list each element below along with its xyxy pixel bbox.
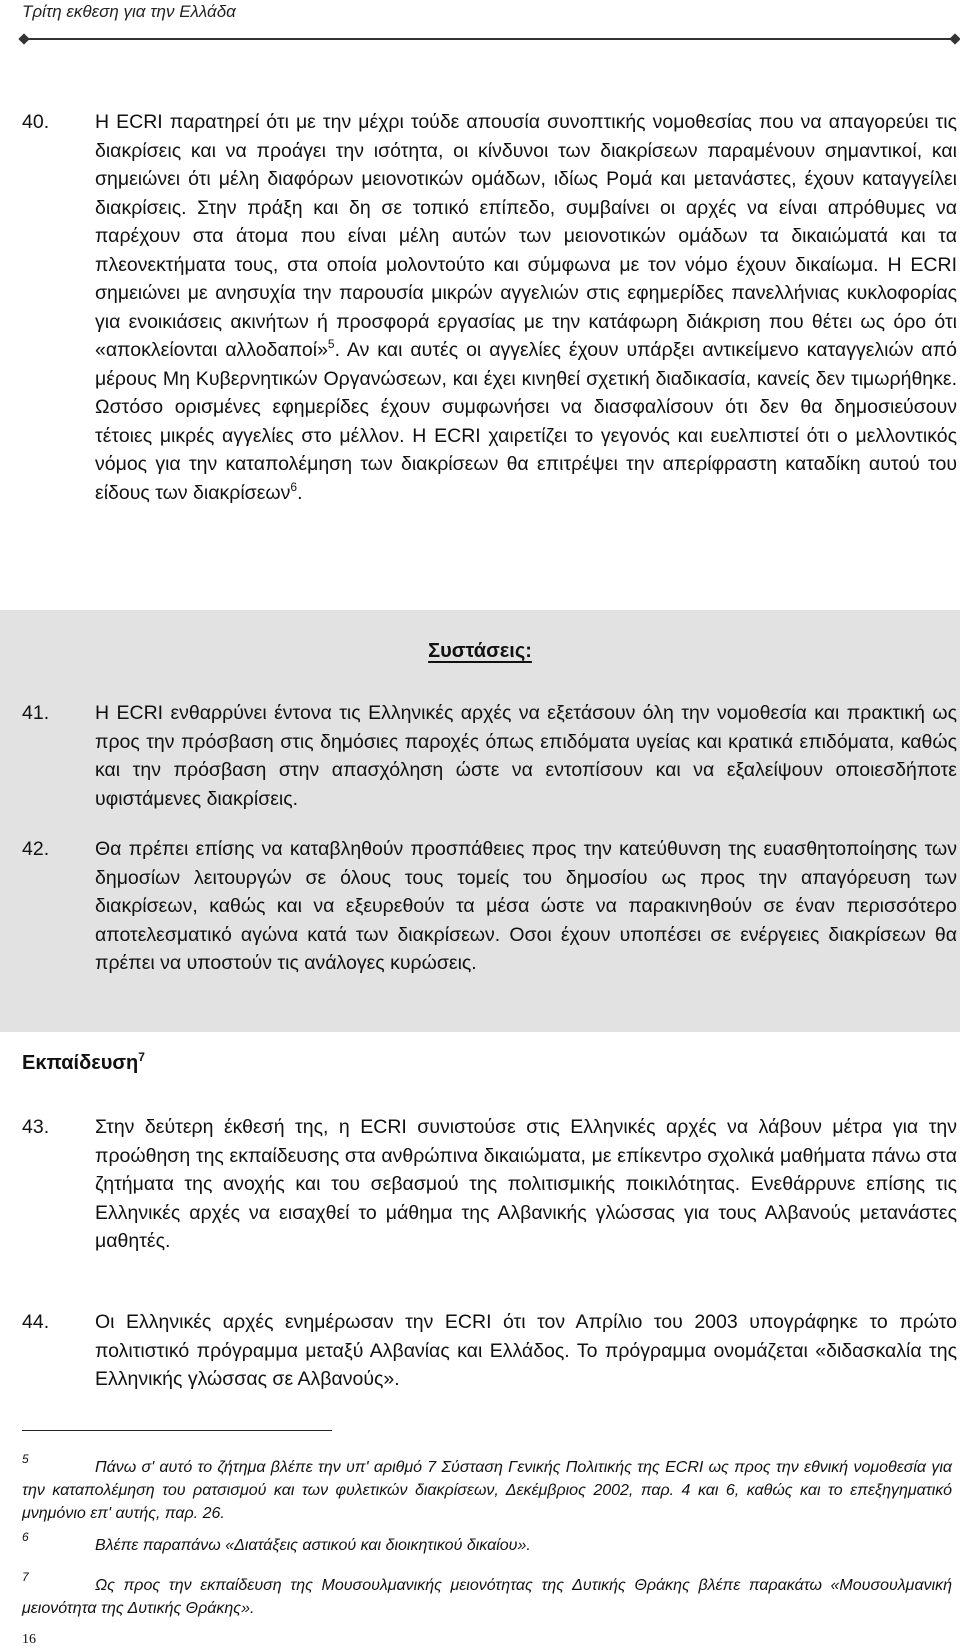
paragraph-42 [22, 835, 957, 978]
footnote-text: Πάνω σ' αυτό το ζήτημα βλέπε την υπ' αριθμό 7 Σύσταση Γενικής Πολιτικής της ECRI ως προς την εθνική νομοθεσία για την καταπολέμηση του ρατσισμού και των φυλετικών διακρίσεων, Δεκέμβριος 2002, παρ. 4 και 6, καθώς και το επεξηγηματικό μνημόνιο επ' αυτής, παρ. 26. [22, 1459, 952, 1522]
paragraph-body: Στην δεύτερη έκθεσή της, η ECRI συνιστούσε στις Ελληνικές αρχές να λάβουν μέτρα για την προώθηση της εκπαίδευσης στα ανθρώπινα δικαιώματα, με επίκεντρο σχολικά μαθήματα πάνω στα ζητήματα της ανοχής και του σεβασμού της πολιτισμικής ποικιλότητας. Ενεθάρρυνε επίσης τις Ελληνικές αρχές να εισαχθεί το μάθημα της Αλβανικής γλώσσας για τους Αλβανούς μετανάστες μαθητές. [95, 1116, 957, 1252]
header-rule [22, 38, 957, 40]
paragraph-body: Θα πρέπει επίσης να καταβληθούν προσπάθειες προς την κατεύθυνση της ευασθητοποίησης των δημοσίων λειτουργών σε όλους τους τομείς του δημοσίου ως προς την απαγόρευση των διακρίσεων, καθώς και να εξευρεθούν τα μέσα ώστε να παρακινηθούν σε έναν περισσότερο αποτελεσματικό αγώνα κατά των διακρίσεων. Οσοι έχουν υποπέσει σε ενέργειες διακρίσεων θα πρέπει να υποστούν τις ανάλογες κυρώσεις. [95, 838, 957, 974]
footnote-ref[interactable]: 6 [290, 479, 298, 494]
paragraph-text: . Αν και αυτές οι αγγελίες έχουν υπάρξει αντικείμενο καταγγελιών από μέρους Μη Κυβερνητικών Οργανώσεων, και έχει κινηθεί σχετική διαδικασία, κανείς δεν τιμωρήθηκε. Ωστόσο ορισμένες εφημερίδες έχουν συμφωνήσει να διασφαλίσουν ότι δεν θα δημοσιεύσουν τέτοιες μικρές αγγελίες στο μέλλον. Η ECRI χαιρετίζει το γεγονός και ευελπιστεί ότι ο μελλοντικός νόμος για την καταπολέμηση των διακρίσεων θα επιτρέψει την απερίφραστη καταδίκη αυτού του είδους των διακρίσεων [95, 339, 957, 504]
paragraph-body: Η ECRI ενθαρρύνει έντονα τις Ελληνικές αρχές να εξετάσουν όλη την νομοθεσία και πρακτική ως προς την πρόσβαση στις δημόσιες παροχές όπως επιδόματα υγείας και κρατικά επιδόματα, καθώς και την πρόσβαση στην απασχόληση ώστε να εντοπίσουν και να εξαλείψουν οποιεσδήποτε υφιστάμενες διακρίσεις. [95, 702, 957, 810]
footnote-6 [22, 1530, 952, 1557]
footnote-5 [22, 1452, 952, 1525]
paragraph-43 [22, 1113, 957, 1256]
section-heading: Εκπαίδευση$^7$ [22, 1050, 145, 1074]
footnote-7 [22, 1570, 952, 1620]
recommendations-title: Συστάσεις: [428, 640, 532, 662]
paragraph-number: 44. [22, 1311, 50, 1333]
footnote-mark: 5 [22, 1452, 29, 1466]
running-header: Τρίτη εκθεση για την Ελλάδα [22, 2, 236, 21]
paragraph-40 [22, 108, 957, 507]
paragraph-number: 41. [22, 702, 50, 724]
footnote-rule [22, 1430, 332, 1431]
footnote-mark: 7 [22, 1570, 29, 1584]
paragraph-body: Οι Ελληνικές αρχές ενημέρωσαν την ECRI ότι τον Απρίλιο του 2003 υπογράφηκε το πρώτο πολιτιστικό πρόγραμμα μεταξύ Αλβανίας και Ελλάδος. Το πρόγραμμα ονομάζεται «διδασκαλία της Ελληνικής γλώσσας σε Αλβανούς». [95, 1311, 957, 1390]
footnote-ref[interactable]: 5 [327, 337, 335, 351]
paragraph-number: 42. [22, 838, 50, 860]
paragraph-body [95, 108, 957, 507]
paragraph-number: 43. [22, 1116, 50, 1138]
paragraph-number: 40. [22, 111, 50, 133]
footnote-mark: 6 [22, 1530, 29, 1544]
page-number: 16 [22, 1632, 36, 1647]
paragraph-44 [22, 1308, 957, 1394]
footnote-ref[interactable]: 7 [138, 1050, 145, 1064]
paragraph-text: . [297, 481, 303, 504]
paragraph-text: Η ECRI παρατηρεί ότι με την μέχρι τούδε απουσία συνοπτικής νομοθεσίας που να απαγορεύει τις διακρίσεις και να προάγει την ισότητα, οι κίνδυνοι των διακρίσεων παραμένουν σημαντικοί, και σημειώνει ότι μέλη διαφόρων μειονοτικών ομάδων, ιδίως Ρομά και μετανάστες, έχουν καταγγείλει διακρίσεις. Στην πράξη και δη σε τοπικό επίπεδο, συμβαίνει οι αρχές να είναι απρόθυμες να παρέχουν στα άτομα που είναι μέλη αυτών των μειονοτικών ομάδων τα δικαιώματά και τα πλεονεκτήματα τους, στα οποία μολοντούτο και σύμφωνα με τον νόμο έχουν δικαίωμα. Η ECRI σημειώνει με ανησυχία την παρουσία μικρών αγγελιών στις εφημερίδες πανελλήνιας κυκλοφορίας για ενοικιάσεις ακινήτων ή προσφορά εργασίας με την κατάφωρη διάκριση που θέτει ως όρο ότι «αποκλείονται αλλοδαποί» [95, 111, 957, 361]
paragraph-41 [22, 699, 957, 813]
footnote-text: Ως προς την εκπαίδευση της Μουσουλμανικής μειονότητας της Δυτικής Θράκης βλέπε παρακάτω «Μουσουλμανική μειονότητα της Δυτικής Θράκης». [22, 1577, 952, 1617]
footnote-text: Βλέπε παραπάνω «Διατάξεις αστικού και διοικητικού δικαίου». [95, 1537, 531, 1554]
